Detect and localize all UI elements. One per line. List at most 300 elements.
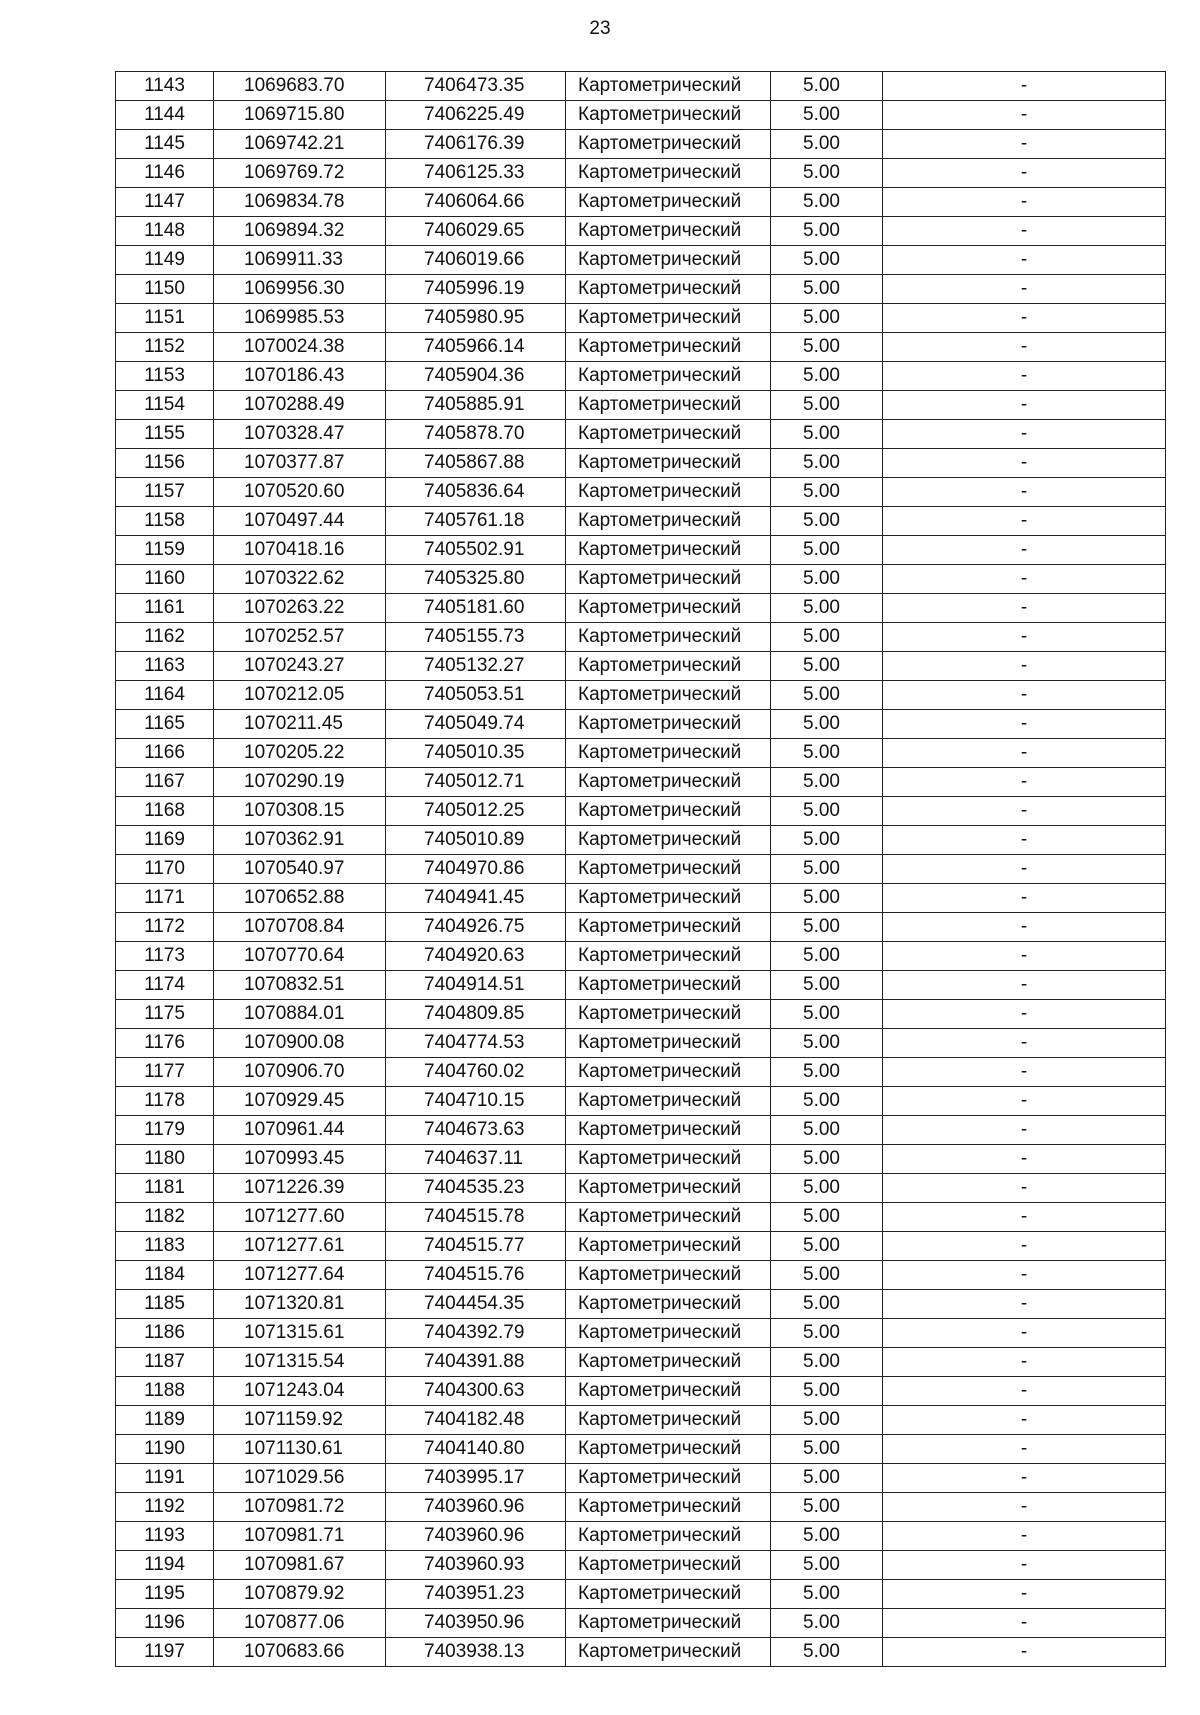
x-coordinate-cell: 1069894.32 [214,217,386,246]
method-cell: Картометрический [566,1435,771,1464]
point-number-cell: 1191 [116,1464,214,1493]
note-cell: - [883,855,1166,884]
point-number-cell: 1161 [116,594,214,623]
table-row [116,681,1166,710]
y-coordinate-cell: 7404140.80 [386,1435,566,1464]
y-coordinate-cell: 7404515.78 [386,1203,566,1232]
point-number-cell: 1163 [116,652,214,681]
x-coordinate-cell: 1070186.43 [214,362,386,391]
table-row [116,101,1166,130]
note-cell: - [883,1551,1166,1580]
y-coordinate-cell: 7405904.36 [386,362,566,391]
accuracy-cell: 5.00 [771,826,883,855]
method-cell: Картометрический [566,594,771,623]
note-cell: - [883,72,1166,101]
point-number-cell: 1156 [116,449,214,478]
point-number-cell: 1151 [116,304,214,333]
accuracy-cell: 5.00 [771,1174,883,1203]
point-number-cell: 1179 [116,1116,214,1145]
table-row [116,478,1166,507]
accuracy-cell: 5.00 [771,1609,883,1638]
note-cell: - [883,913,1166,942]
accuracy-cell: 5.00 [771,72,883,101]
note-cell: - [883,304,1166,333]
note-cell: - [883,478,1166,507]
y-coordinate-cell: 7405980.95 [386,304,566,333]
table-row [116,420,1166,449]
y-coordinate-cell: 7404710.15 [386,1087,566,1116]
x-coordinate-cell: 1070520.60 [214,478,386,507]
note-cell: - [883,1232,1166,1261]
point-number-cell: 1170 [116,855,214,884]
accuracy-cell: 5.00 [771,130,883,159]
table-row [116,565,1166,594]
note-cell: - [883,710,1166,739]
table-row [116,710,1166,739]
table-row [116,1232,1166,1261]
y-coordinate-cell: 7404926.75 [386,913,566,942]
note-cell: - [883,1348,1166,1377]
note-cell: - [883,188,1166,217]
x-coordinate-cell: 1070981.71 [214,1522,386,1551]
point-number-cell: 1184 [116,1261,214,1290]
point-number-cell: 1189 [116,1406,214,1435]
point-number-cell: 1150 [116,275,214,304]
table-row [116,1145,1166,1174]
point-number-cell: 1168 [116,797,214,826]
table-row [116,1290,1166,1319]
table-row [116,1522,1166,1551]
y-coordinate-cell: 7404454.35 [386,1290,566,1319]
x-coordinate-cell: 1070243.27 [214,652,386,681]
method-cell: Картометрический [566,855,771,884]
method-cell: Картометрический [566,971,771,1000]
table-row [116,913,1166,942]
point-number-cell: 1147 [116,188,214,217]
accuracy-cell: 5.00 [771,275,883,304]
x-coordinate-cell: 1070884.01 [214,1000,386,1029]
accuracy-cell: 5.00 [771,478,883,507]
accuracy-cell: 5.00 [771,768,883,797]
method-cell: Картометрический [566,1290,771,1319]
method-cell: Картометрический [566,1000,771,1029]
table-row [116,449,1166,478]
accuracy-cell: 5.00 [771,971,883,1000]
y-coordinate-cell: 7404515.77 [386,1232,566,1261]
y-coordinate-cell: 7405132.27 [386,652,566,681]
note-cell: - [883,1493,1166,1522]
y-coordinate-cell: 7404535.23 [386,1174,566,1203]
x-coordinate-cell: 1070961.44 [214,1116,386,1145]
point-number-cell: 1172 [116,913,214,942]
x-coordinate-cell: 1071277.61 [214,1232,386,1261]
x-coordinate-cell: 1071029.56 [214,1464,386,1493]
table-row [116,1638,1166,1667]
point-number-cell: 1144 [116,101,214,130]
y-coordinate-cell: 7404673.63 [386,1116,566,1145]
point-number-cell: 1177 [116,1058,214,1087]
method-cell: Картометрический [566,1116,771,1145]
x-coordinate-cell: 1071226.39 [214,1174,386,1203]
table-row [116,1406,1166,1435]
x-coordinate-cell: 1070770.64 [214,942,386,971]
y-coordinate-cell: 7403950.96 [386,1609,566,1638]
x-coordinate-cell: 1070540.97 [214,855,386,884]
note-cell: - [883,1464,1166,1493]
note-cell: - [883,362,1166,391]
y-coordinate-cell: 7403960.96 [386,1522,566,1551]
accuracy-cell: 5.00 [771,565,883,594]
table-row [116,971,1166,1000]
y-coordinate-cell: 7406473.35 [386,72,566,101]
y-coordinate-cell: 7403951.23 [386,1580,566,1609]
accuracy-cell: 5.00 [771,1000,883,1029]
table-row [116,1174,1166,1203]
x-coordinate-cell: 1070290.19 [214,768,386,797]
table-row [116,304,1166,333]
method-cell: Картометрический [566,1174,771,1203]
accuracy-cell: 5.00 [771,855,883,884]
y-coordinate-cell: 7404970.86 [386,855,566,884]
x-coordinate-cell: 1069715.80 [214,101,386,130]
x-coordinate-cell: 1070981.72 [214,1493,386,1522]
note-cell: - [883,420,1166,449]
y-coordinate-cell: 7405878.70 [386,420,566,449]
accuracy-cell: 5.00 [771,1116,883,1145]
y-coordinate-cell: 7405996.19 [386,275,566,304]
method-cell: Картометрический [566,1261,771,1290]
method-cell: Картометрический [566,362,771,391]
note-cell: - [883,1319,1166,1348]
note-cell: - [883,1058,1166,1087]
method-cell: Картометрический [566,884,771,913]
method-cell: Картометрический [566,1551,771,1580]
table-row [116,1058,1166,1087]
point-number-cell: 1162 [116,623,214,652]
method-cell: Картометрический [566,420,771,449]
x-coordinate-cell: 1071320.81 [214,1290,386,1319]
method-cell: Картометрический [566,391,771,420]
accuracy-cell: 5.00 [771,217,883,246]
table-row [116,1493,1166,1522]
x-coordinate-cell: 1070981.67 [214,1551,386,1580]
note-cell: - [883,130,1166,159]
method-cell: Картометрический [566,275,771,304]
y-coordinate-cell: 7405502.91 [386,536,566,565]
table-row [116,507,1166,536]
point-number-cell: 1196 [116,1609,214,1638]
x-coordinate-cell: 1070205.22 [214,739,386,768]
note-cell: - [883,1116,1166,1145]
note-cell: - [883,623,1166,652]
method-cell: Картометрический [566,797,771,826]
point-number-cell: 1166 [116,739,214,768]
x-coordinate-cell: 1069956.30 [214,275,386,304]
x-coordinate-cell: 1070906.70 [214,1058,386,1087]
note-cell: - [883,1580,1166,1609]
y-coordinate-cell: 7404760.02 [386,1058,566,1087]
accuracy-cell: 5.00 [771,362,883,391]
table-row [116,1029,1166,1058]
point-number-cell: 1182 [116,1203,214,1232]
x-coordinate-cell: 1070288.49 [214,391,386,420]
note-cell: - [883,797,1166,826]
point-number-cell: 1158 [116,507,214,536]
point-number-cell: 1148 [116,217,214,246]
point-number-cell: 1197 [116,1638,214,1667]
table-row [116,1377,1166,1406]
note-cell: - [883,333,1166,362]
y-coordinate-cell: 7404392.79 [386,1319,566,1348]
accuracy-cell: 5.00 [771,1377,883,1406]
table-row [116,623,1166,652]
table-row [116,739,1166,768]
y-coordinate-cell: 7406176.39 [386,130,566,159]
note-cell: - [883,1203,1166,1232]
table-row [116,217,1166,246]
y-coordinate-cell: 7405012.71 [386,768,566,797]
point-number-cell: 1183 [116,1232,214,1261]
x-coordinate-cell: 1071315.54 [214,1348,386,1377]
point-number-cell: 1185 [116,1290,214,1319]
y-coordinate-cell: 7406125.33 [386,159,566,188]
point-number-cell: 1171 [116,884,214,913]
y-coordinate-cell: 7404774.53 [386,1029,566,1058]
method-cell: Картометрический [566,1377,771,1406]
y-coordinate-cell: 7405181.60 [386,594,566,623]
table-row [116,159,1166,188]
note-cell: - [883,449,1166,478]
x-coordinate-cell: 1069742.21 [214,130,386,159]
x-coordinate-cell: 1070211.45 [214,710,386,739]
x-coordinate-cell: 1070929.45 [214,1087,386,1116]
note-cell: - [883,652,1166,681]
note-cell: - [883,971,1166,1000]
y-coordinate-cell: 7405012.25 [386,797,566,826]
accuracy-cell: 5.00 [771,884,883,913]
accuracy-cell: 5.00 [771,681,883,710]
point-number-cell: 1167 [116,768,214,797]
method-cell: Картометрический [566,565,771,594]
method-cell: Картометрический [566,536,771,565]
point-number-cell: 1145 [116,130,214,159]
method-cell: Картометрический [566,1319,771,1348]
method-cell: Картометрический [566,1464,771,1493]
accuracy-cell: 5.00 [771,1638,883,1667]
accuracy-cell: 5.00 [771,1290,883,1319]
point-number-cell: 1143 [116,72,214,101]
method-cell: Картометрический [566,1493,771,1522]
table-row [116,1580,1166,1609]
point-number-cell: 1181 [116,1174,214,1203]
method-cell: Картометрический [566,246,771,275]
table-row [116,362,1166,391]
x-coordinate-cell: 1070832.51 [214,971,386,1000]
method-cell: Картометрический [566,1232,771,1261]
method-cell: Картометрический [566,1348,771,1377]
y-coordinate-cell: 7405049.74 [386,710,566,739]
y-coordinate-cell: 7405010.35 [386,739,566,768]
method-cell: Картометрический [566,1638,771,1667]
accuracy-cell: 5.00 [771,1145,883,1174]
table-row [116,1464,1166,1493]
note-cell: - [883,1029,1166,1058]
method-cell: Картометрический [566,1203,771,1232]
method-cell: Картометрический [566,478,771,507]
method-cell: Картометрический [566,449,771,478]
accuracy-cell: 5.00 [771,1058,883,1087]
y-coordinate-cell: 7404391.88 [386,1348,566,1377]
accuracy-cell: 5.00 [771,507,883,536]
page-number: 23 [589,18,611,39]
y-coordinate-cell: 7405966.14 [386,333,566,362]
accuracy-cell: 5.00 [771,333,883,362]
note-cell: - [883,565,1166,594]
y-coordinate-cell: 7405867.88 [386,449,566,478]
y-coordinate-cell: 7404941.45 [386,884,566,913]
note-cell: - [883,1261,1166,1290]
method-cell: Картометрический [566,826,771,855]
accuracy-cell: 5.00 [771,449,883,478]
table-row [116,826,1166,855]
accuracy-cell: 5.00 [771,739,883,768]
note-cell: - [883,768,1166,797]
point-number-cell: 1193 [116,1522,214,1551]
note-cell: - [883,1290,1166,1319]
note-cell: - [883,1174,1166,1203]
method-cell: Картометрический [566,739,771,768]
method-cell: Картометрический [566,130,771,159]
x-coordinate-cell: 1070377.87 [214,449,386,478]
table-row [116,942,1166,971]
x-coordinate-cell: 1070308.15 [214,797,386,826]
accuracy-cell: 5.00 [771,942,883,971]
point-number-cell: 1192 [116,1493,214,1522]
x-coordinate-cell: 1071277.64 [214,1261,386,1290]
x-coordinate-cell: 1070877.06 [214,1609,386,1638]
point-number-cell: 1160 [116,565,214,594]
point-number-cell: 1180 [116,1145,214,1174]
y-coordinate-cell: 7405010.89 [386,826,566,855]
accuracy-cell: 5.00 [771,1203,883,1232]
y-coordinate-cell: 7405836.64 [386,478,566,507]
accuracy-cell: 5.00 [771,1087,883,1116]
point-number-cell: 1152 [116,333,214,362]
y-coordinate-cell: 7404809.85 [386,1000,566,1029]
x-coordinate-cell: 1069985.53 [214,304,386,333]
note-cell: - [883,1087,1166,1116]
method-cell: Картометрический [566,188,771,217]
y-coordinate-cell: 7405053.51 [386,681,566,710]
accuracy-cell: 5.00 [771,304,883,333]
note-cell: - [883,1377,1166,1406]
y-coordinate-cell: 7406064.66 [386,188,566,217]
x-coordinate-cell: 1070322.62 [214,565,386,594]
accuracy-cell: 5.00 [771,1406,883,1435]
accuracy-cell: 5.00 [771,1232,883,1261]
table-row [116,246,1166,275]
accuracy-cell: 5.00 [771,710,883,739]
point-number-cell: 1187 [116,1348,214,1377]
point-number-cell: 1175 [116,1000,214,1029]
point-number-cell: 1165 [116,710,214,739]
y-coordinate-cell: 7404914.51 [386,971,566,1000]
method-cell: Картометрический [566,159,771,188]
table-row [116,1261,1166,1290]
y-coordinate-cell: 7405155.73 [386,623,566,652]
note-cell: - [883,159,1166,188]
accuracy-cell: 5.00 [771,1348,883,1377]
accuracy-cell: 5.00 [771,1493,883,1522]
table-row [116,1435,1166,1464]
method-cell: Картометрический [566,1609,771,1638]
method-cell: Картометрический [566,1029,771,1058]
x-coordinate-cell: 1071243.04 [214,1377,386,1406]
note-cell: - [883,1609,1166,1638]
note-cell: - [883,1406,1166,1435]
method-cell: Картометрический [566,768,771,797]
note-cell: - [883,275,1166,304]
method-cell: Картометрический [566,1145,771,1174]
note-cell: - [883,826,1166,855]
table-row [116,188,1166,217]
accuracy-cell: 5.00 [771,797,883,826]
note-cell: - [883,1435,1166,1464]
method-cell: Картометрический [566,1087,771,1116]
table-row [116,130,1166,159]
method-cell: Картометрический [566,333,771,362]
x-coordinate-cell: 1069911.33 [214,246,386,275]
point-number-cell: 1153 [116,362,214,391]
coordinates-table-body [116,72,1166,1667]
y-coordinate-cell: 7404300.63 [386,1377,566,1406]
note-cell: - [883,942,1166,971]
x-coordinate-cell: 1070708.84 [214,913,386,942]
y-coordinate-cell: 7406225.49 [386,101,566,130]
method-cell: Картометрический [566,942,771,971]
x-coordinate-cell: 1070024.38 [214,333,386,362]
accuracy-cell: 5.00 [771,652,883,681]
method-cell: Картометрический [566,507,771,536]
method-cell: Картометрический [566,623,771,652]
x-coordinate-cell: 1070263.22 [214,594,386,623]
point-number-cell: 1186 [116,1319,214,1348]
method-cell: Картометрический [566,1058,771,1087]
note-cell: - [883,681,1166,710]
x-coordinate-cell: 1071277.60 [214,1203,386,1232]
point-number-cell: 1194 [116,1551,214,1580]
note-cell: - [883,1522,1166,1551]
y-coordinate-cell: 7404182.48 [386,1406,566,1435]
x-coordinate-cell: 1070212.05 [214,681,386,710]
y-coordinate-cell: 7404515.76 [386,1261,566,1290]
point-number-cell: 1149 [116,246,214,275]
x-coordinate-cell: 1069834.78 [214,188,386,217]
note-cell: - [883,101,1166,130]
point-number-cell: 1173 [116,942,214,971]
x-coordinate-cell: 1070900.08 [214,1029,386,1058]
note-cell: - [883,884,1166,913]
accuracy-cell: 5.00 [771,1580,883,1609]
accuracy-cell: 5.00 [771,420,883,449]
y-coordinate-cell: 7403938.13 [386,1638,566,1667]
accuracy-cell: 5.00 [771,159,883,188]
method-cell: Картометрический [566,710,771,739]
method-cell: Картометрический [566,913,771,942]
point-number-cell: 1164 [116,681,214,710]
table-row [116,1609,1166,1638]
x-coordinate-cell: 1070879.92 [214,1580,386,1609]
